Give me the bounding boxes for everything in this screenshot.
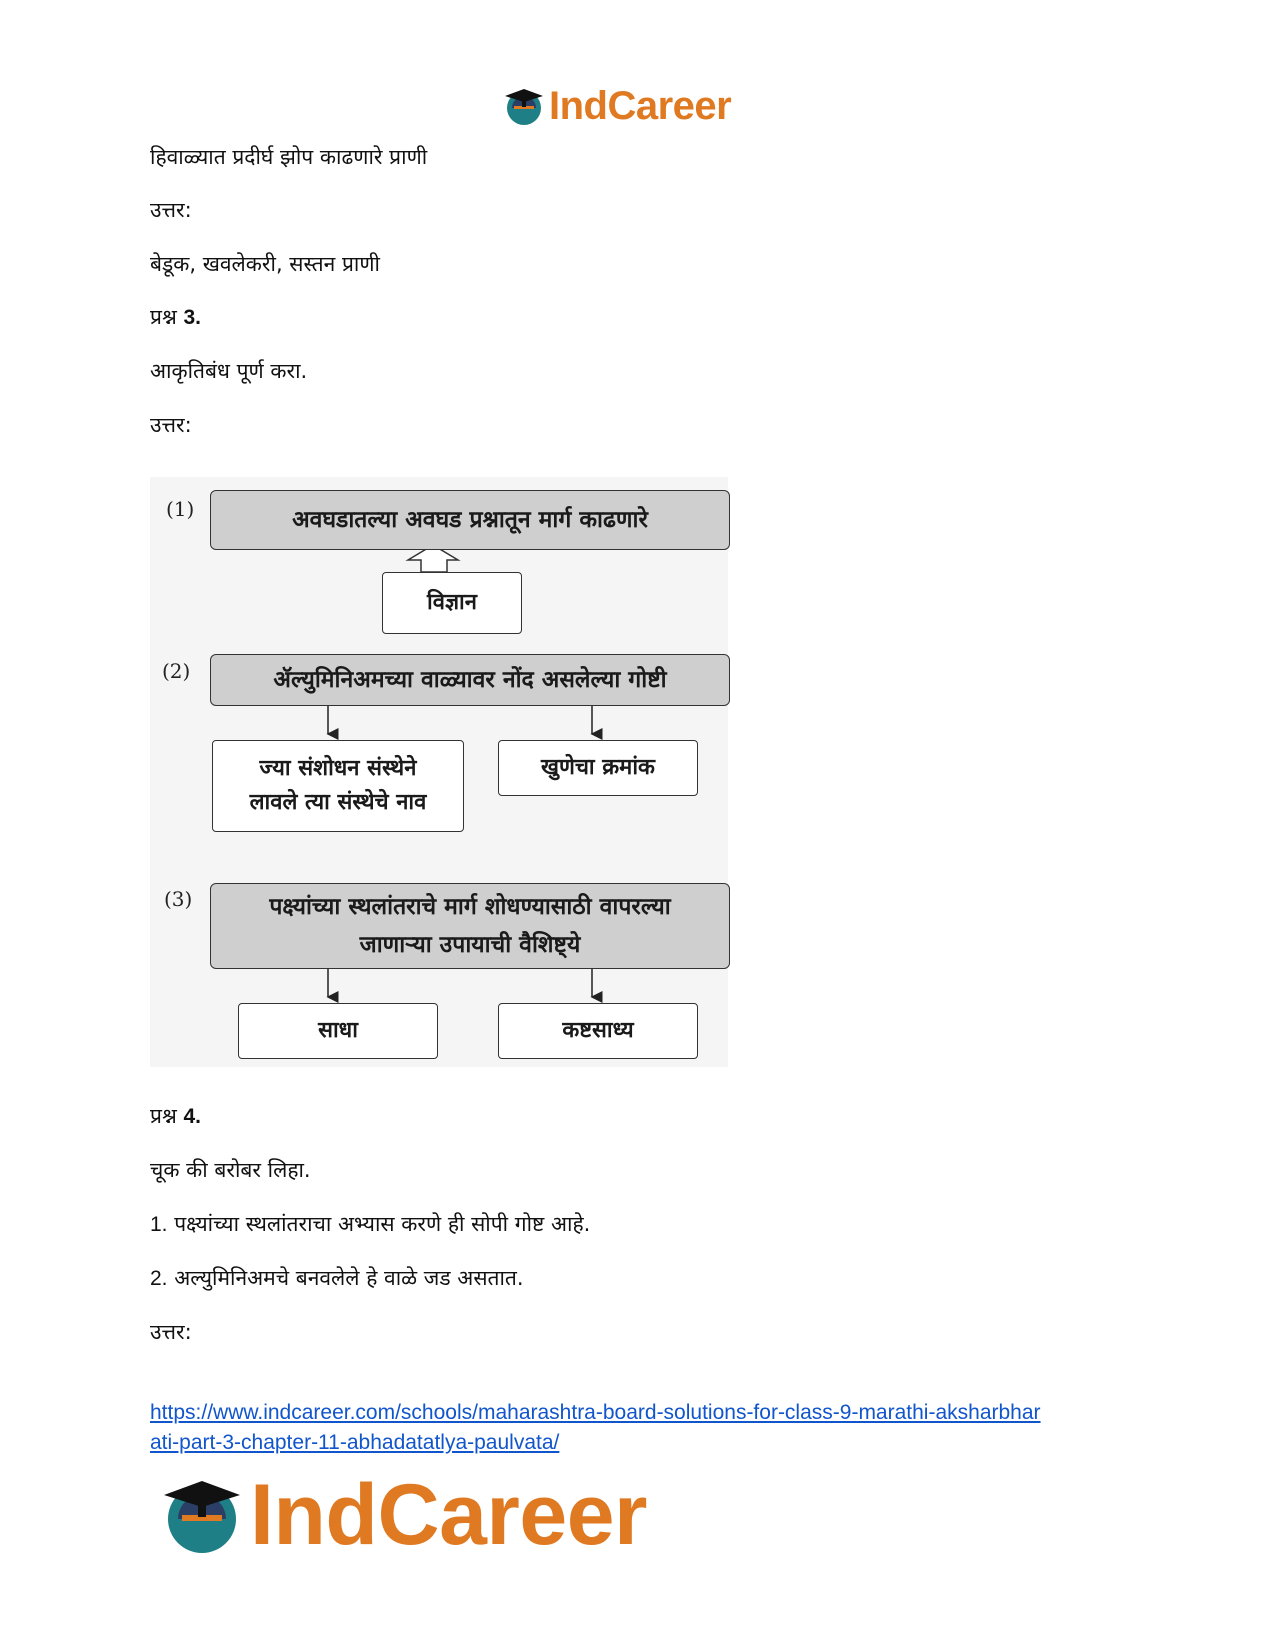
diagram-number: (3) [164, 887, 193, 911]
list-number: 1. [150, 1213, 168, 1236]
diagram-top-box-3 [210, 883, 730, 969]
text-line: बेडूक, खवलेकरी, सस्तन प्राणी [150, 252, 380, 276]
text-line: चूक की बरोबर लिहा. [150, 1158, 311, 1182]
graduation-cap-icon [503, 85, 545, 127]
link-line[interactable]: ati-part-3-chapter-11-abhadatatlya-paulvata/ [150, 1431, 560, 1454]
list-item [150, 1264, 524, 1293]
flow-diagram [150, 477, 728, 1067]
list-text: अल्युमिनिअमचे बनवलेले हे वाळे जड असतात. [174, 1266, 524, 1290]
graduation-cap-icon [160, 1473, 244, 1557]
diagram-box-vigyan: विज्ञान [382, 572, 522, 634]
text-line: हिवाळ्यात प्रदीर्घ झोप काढणारे प्राणी [150, 145, 428, 169]
list-text: पक्ष्यांच्या स्थलांतराचा अभ्यास करणे ही सोपी गोष्ट आहे. [174, 1212, 591, 1236]
diagram-number: (1) [166, 497, 195, 521]
diagram-box-laborious: कष्टसाध्य [498, 1003, 698, 1059]
answer-label: उत्तर: [150, 413, 192, 437]
logo-text: IndCareer [250, 1466, 647, 1563]
question-number: 3. [183, 306, 201, 329]
list-item [150, 1210, 590, 1239]
question-heading [150, 303, 201, 332]
diagram-box-simple: साधा [238, 1003, 438, 1059]
box-line: ज्या संशोधन संस्थेने [259, 756, 417, 781]
footer-logo [160, 1466, 647, 1563]
question-label: प्रश्न [150, 1104, 177, 1128]
diagram-top-box-2: ॲल्युमिनिअमच्या वाळ्यावर नोंद असलेल्या गोष्टी [210, 654, 730, 706]
source-link[interactable] [150, 1398, 1130, 1458]
link-line[interactable]: https://www.indcareer.com/schools/maharashtra-board-solutions-for-class-9-marathi-aksharbhar [150, 1401, 1041, 1424]
list-number: 2. [150, 1267, 168, 1290]
logo-text: IndCareer [549, 83, 732, 128]
header-logo [503, 82, 731, 130]
diagram-box-mark-number: खुणेचा क्रमांक [498, 740, 698, 796]
text-line: आकृतिबंध पूर्ण करा. [150, 359, 308, 383]
box-line: जाणाऱ्या उपायाची वैशिष्ट्ये [359, 932, 581, 958]
question-label: प्रश्न [150, 305, 177, 329]
diagram-top-box-1: अवघडातल्या अवघड प्रश्नातून मार्ग काढणारे [210, 490, 730, 550]
diagram-box-institute [212, 740, 464, 832]
box-line: लावले त्या संस्थेचे नाव [249, 790, 427, 815]
diagram-number: (2) [162, 659, 191, 683]
box-line: पक्ष्यांच्या स्थलांतराचे मार्ग शोधण्यासाठी वापरल्या [269, 894, 671, 920]
answer-label: उत्तर: [150, 1320, 192, 1344]
question-heading [150, 1102, 201, 1131]
question-number: 4. [183, 1105, 201, 1128]
answer-label: उत्तर: [150, 198, 192, 222]
